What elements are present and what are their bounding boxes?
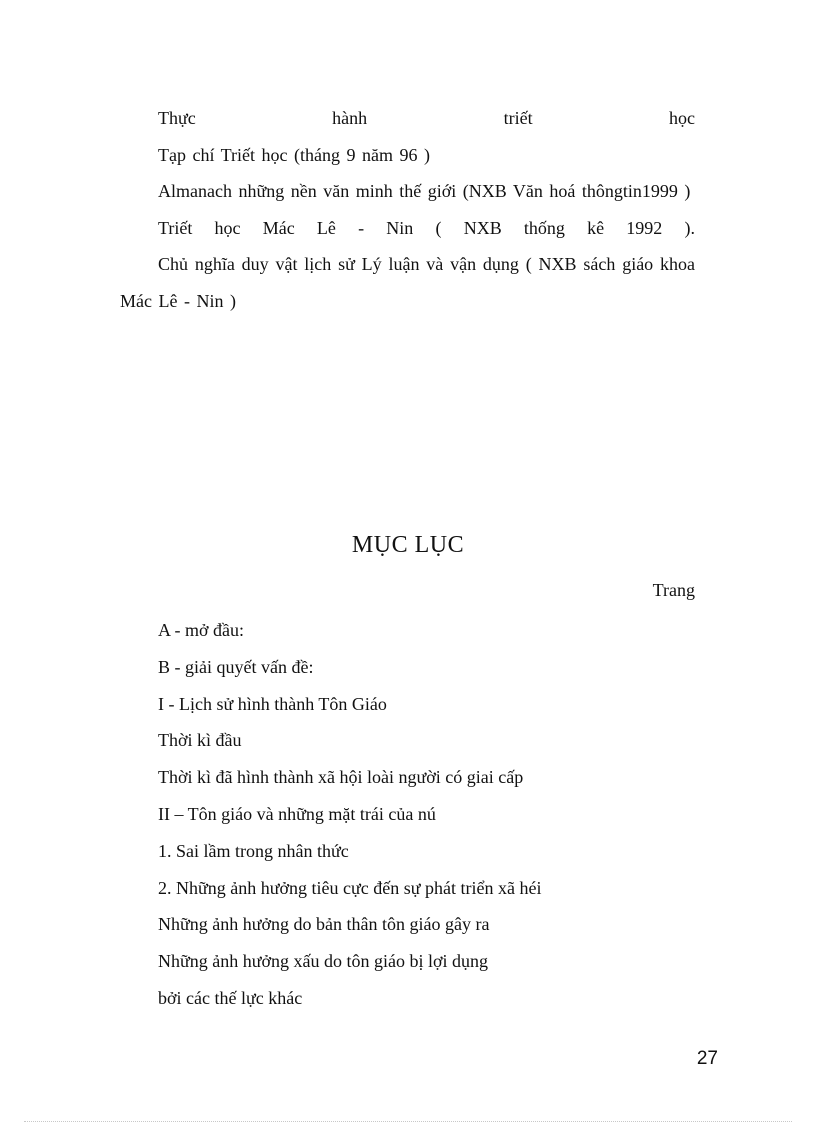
footer-divider — [24, 1121, 792, 1122]
toc-item: I - Lịch sử hình thành Tôn Giáo — [158, 693, 387, 714]
reference-item: Tạp chí Triết học (tháng 9 năm 96 ) — [158, 144, 430, 165]
reference-item: Almanach những nền văn minh thế giới (NXB Văn hoá thôngtin1999 ) — [158, 181, 691, 202]
reference-list — [120, 100, 695, 320]
reference-item: Triết học Mác Lê - Nin ( NXB thống kê 1992 ). — [158, 217, 695, 238]
reference-item: Chủ nghĩa duy vật lịch sử Lý luận và vận dụng ( NXB sách giáo khoa Mác Lê - Nin ) — [120, 254, 695, 311]
toc-item: B - giải quyết vấn đề: — [158, 656, 314, 677]
toc-title: MỤC LỤC — [351, 532, 465, 558]
table-of-contents — [158, 612, 698, 1017]
toc-item: Thời kì đã hình thành xã hội loài người có giai cấp — [158, 767, 524, 788]
toc-item: bởi các thế lực khác — [158, 987, 303, 1008]
page-number: 27 — [696, 1048, 718, 1069]
toc-item: Những ảnh hưởng xấu do tôn giáo bị lợi dụng — [158, 951, 489, 972]
toc-item: 2. Những ảnh hưởng tiêu cực đến sự phát triển xã héi — [158, 877, 542, 898]
toc-item: Thời kì đầu — [158, 730, 242, 751]
reference-item: Thực hành triết học — [158, 108, 695, 128]
toc-page-column-header: Trang — [652, 580, 695, 600]
toc-item: II – Tôn giáo và những mặt trái của nú — [158, 803, 436, 824]
toc-item: A - mở đầu: — [158, 620, 245, 640]
toc-item: 1. Sai lầm trong nhân thức — [158, 840, 349, 861]
toc-item: Những ảnh hưởng do bản thân tôn giáo gây ra — [158, 914, 490, 935]
